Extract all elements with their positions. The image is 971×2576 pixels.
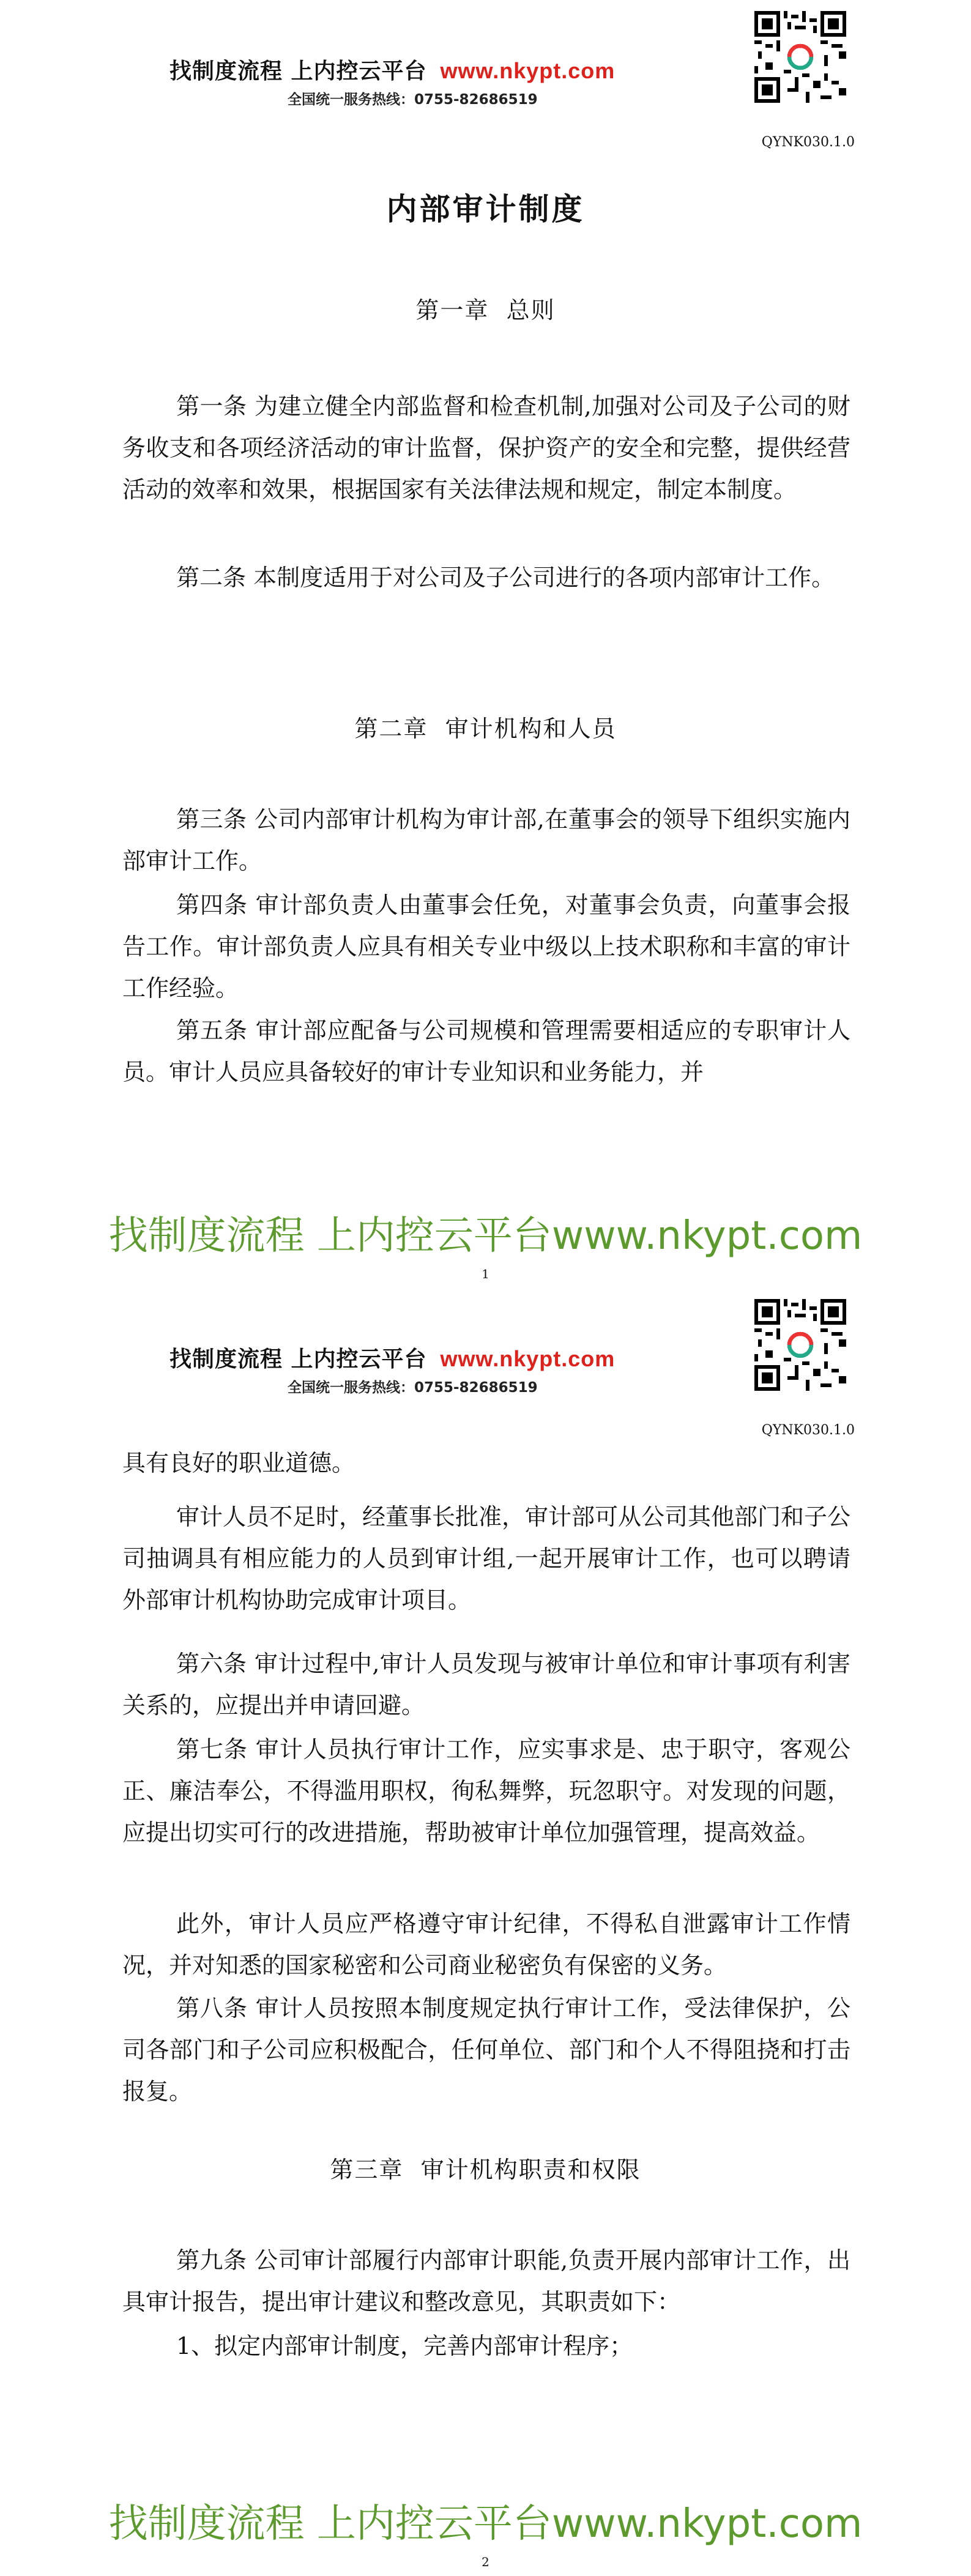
header-url[interactable]: www.nkypt.com	[440, 58, 616, 83]
footer-watermark: 找制度流程 上内控云平台www.nkypt.com	[108, 1213, 863, 1259]
article-8: 第八条 审计人员按照本制度规定执行审计工作，受法律保护，公司各部门和子公司应积极配合，任何单位、部门和个人不得阻挠和打击报复。	[122, 1995, 850, 2105]
paragraph-confidentiality: 此外，审计人员应严格遵守审计纪律，不得私自泄露审计工作情况，并对知悉的国家秘密和公司商业秘密负有保密的义务。	[122, 1910, 850, 1979]
header-hotline: 全国统一服务热线：0755-82686519	[288, 92, 538, 108]
chapter-heading-2: 第二章 审计机构和人员	[354, 715, 617, 742]
header-title: 找制度流程 上内控云平台	[169, 1347, 427, 1372]
article-7: 第七条 审计人员执行审计工作，应实事求是、忠于职守，客观公正、廉洁奉公，不得滥用职权，徇私舞弊，玩忽职守。对发现的问题，应提出切实可行的改进措施，帮助被审计单位加强管理，提高效益。	[122, 1736, 850, 1846]
header-hotline: 全国统一服务热线：0755-82686519	[288, 1380, 538, 1396]
header-title: 找制度流程 上内控云平台	[169, 59, 427, 84]
chapter-heading-3: 第三章 审计机构职责和权限	[330, 2156, 641, 2183]
qr-code-icon	[754, 1299, 846, 1391]
article-3: 第三条 公司内部审计机构为审计部,在董事会的领导下组织实施内部审计工作。	[122, 806, 850, 874]
article-5: 第五条 审计部应配备与公司规模和管理需要相适应的专职审计人员。审计人员应具备较好的审计专业知识和业务能力，并	[122, 1017, 850, 1085]
article-1: 第一条 为建立健全内部监督和检查机制,加强对公司及子公司的财务收支和各项经济活动的审计监督，保护资产的安全和完整，提供经营活动的效率和效果，根据国家有关法律法规和规定，制定本制度。	[122, 393, 850, 503]
article-4: 第四条 审计部负责人由董事会任免，对董事会负责，向董事会报告工作。审计部负责人应具有相关专业中级以上技术职称和丰富的审计工作经验。	[122, 892, 850, 1002]
article-5-continued: 具有良好的职业道德。	[122, 1450, 355, 1476]
document-page-2	[0, 1288, 971, 2576]
article-6: 第六条 审计过程中,审计人员发现与被审计单位和审计事项有利害关系的，应提出并申请回避。	[122, 1650, 850, 1719]
page-number: 2	[482, 2555, 489, 2569]
article-2: 第二条 本制度适用于对公司及子公司进行的各项内部审计工作。	[176, 564, 835, 591]
paragraph-staffing: 审计人员不足时，经董事长批准，审计部可从公司其他部门和子公司抽调具有相应能力的人员到审计组,一起开展审计工作，也可以聘请外部审计机构协助完成审计项目。	[122, 1503, 851, 1614]
document-number: QYNK030.1.0	[761, 135, 855, 150]
header-banner	[169, 1342, 615, 1373]
header-url[interactable]: www.nkypt.com	[440, 1346, 616, 1371]
qr-code-icon	[754, 11, 846, 103]
document-title: 内部审计制度	[386, 192, 585, 227]
document-number: QYNK030.1.0	[761, 1423, 855, 1438]
article-9: 第九条 公司审计部履行内部审计职能,负责开展内部审计工作，出具审计报告，提出审计建议和整改意见，其职责如下：	[122, 2247, 850, 2315]
list-item-1: 1、拟定内部审计制度，完善内部审计程序；	[176, 2332, 633, 2359]
header-banner	[169, 54, 615, 85]
chapter-heading-1: 第一章 总则	[415, 297, 556, 324]
footer-watermark: 找制度流程 上内控云平台www.nkypt.com	[108, 2501, 863, 2547]
page-number: 1	[482, 1267, 489, 1281]
